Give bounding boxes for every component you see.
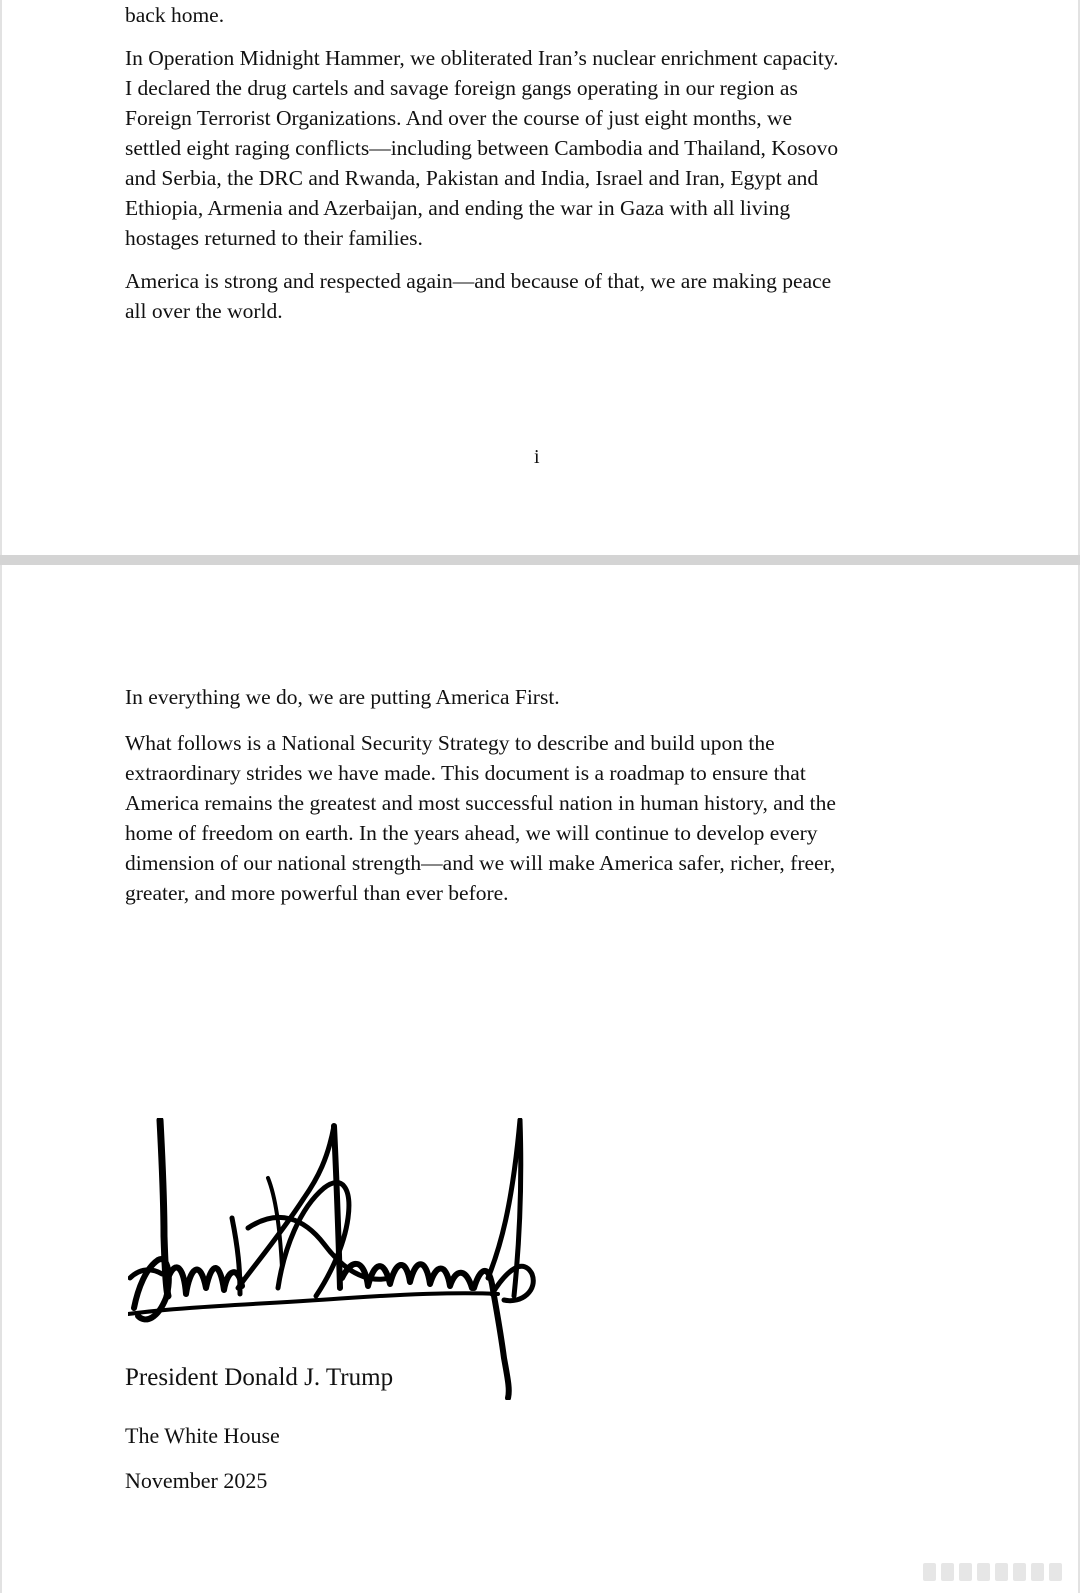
text-line: hostages returned to their families. xyxy=(125,226,423,250)
watermark-block xyxy=(923,1563,936,1581)
watermark-block xyxy=(941,1563,954,1581)
document-date: November 2025 xyxy=(125,1468,268,1493)
text-line: Ethiopia, Armenia and Azerbaijan, and ending the war in Gaza with all living xyxy=(125,196,791,220)
handwritten-signature xyxy=(128,1118,568,1400)
watermark-block xyxy=(977,1563,990,1581)
signatory-name: President Donald J. Trump xyxy=(125,1364,394,1391)
text-line: extraordinary strides we have made. This document is a roadmap to ensure that xyxy=(125,761,806,785)
watermark-block xyxy=(959,1563,972,1581)
text-line: I declared the drug cartels and savage foreign gangs operating in our region as xyxy=(125,76,798,100)
paragraph-america-strong xyxy=(125,266,831,326)
watermark-block xyxy=(995,1563,1008,1581)
text-line: all over the world. xyxy=(125,299,283,323)
text-line: and Serbia, the DRC and Rwanda, Pakistan and India, Israel and Iran, Egypt and xyxy=(125,166,819,190)
text-line: In Operation Midnight Hammer, we obliterated Iran’s nuclear enrichment capacity. xyxy=(125,46,839,70)
watermark-block xyxy=(1013,1563,1026,1581)
watermark-block xyxy=(1049,1563,1062,1581)
signatory-office: The White House xyxy=(125,1423,280,1448)
text-line: dimension of our national strength—and we will make America safer, richer, freer, xyxy=(125,851,836,875)
paragraph-operation-midnight-hammer xyxy=(125,43,839,253)
corner-watermark xyxy=(923,1563,1062,1581)
paragraph-america-first xyxy=(125,682,560,712)
paragraph-back-home xyxy=(125,0,224,30)
text-line: In everything we do, we are putting America First. xyxy=(125,685,560,709)
text-line: settled eight raging conflicts—including between Cambodia and Thailand, Kosovo xyxy=(125,136,839,160)
page-number: i xyxy=(534,446,540,468)
text-line: Foreign Terrorist Organizations. And over the course of just eight months, we xyxy=(125,106,793,130)
text-line: What follows is a National Security Strategy to describe and build upon the xyxy=(125,731,775,755)
watermark-block xyxy=(1031,1563,1044,1581)
text-line: home of freedom on earth. In the years ahead, we will continue to develop every xyxy=(125,821,818,845)
text-line: America is strong and respected again—and because of that, we are making peace xyxy=(125,269,832,293)
paragraph-national-security-strategy xyxy=(125,728,836,908)
text-line: America remains the greatest and most successful nation in human history, and the xyxy=(125,791,836,815)
text-line: back home. xyxy=(125,3,225,27)
page-separator xyxy=(0,555,1080,565)
text-line: greater, and more powerful than ever before. xyxy=(125,881,509,905)
